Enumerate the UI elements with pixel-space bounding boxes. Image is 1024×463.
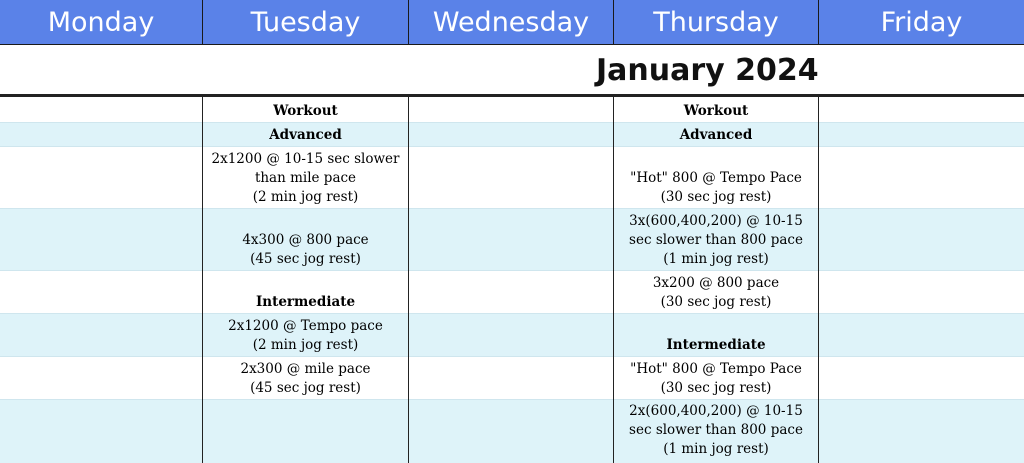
row-divider xyxy=(0,146,1024,147)
thursday-advanced-heading[interactable]: Advanced xyxy=(679,127,753,143)
header-friday: Friday xyxy=(819,0,1024,45)
header-tuesday: Tuesday xyxy=(203,0,409,45)
column-divider xyxy=(408,97,409,463)
row-band xyxy=(0,208,1024,270)
header-thursday: Thursday xyxy=(614,0,819,45)
title-divider xyxy=(0,94,1024,97)
column-divider xyxy=(818,97,819,463)
thursday-advanced-set-1[interactable]: "Hot" 800 @ Tempo Pace (30 sec jog rest) xyxy=(630,170,802,205)
thursday-intermediate-heading[interactable]: Intermediate xyxy=(666,337,766,353)
tuesday-intermediate-set-1[interactable]: 2x1200 @ Tempo pace (2 min jog rest) xyxy=(228,318,383,353)
row-divider xyxy=(0,270,1024,271)
header-monday: Monday xyxy=(0,0,203,45)
tuesday-intermediate-set-2[interactable]: 2x300 @ mile pace (45 sec jog rest) xyxy=(240,361,371,396)
row-divider xyxy=(0,313,1024,314)
row-band xyxy=(0,313,1024,356)
row-divider xyxy=(0,122,1024,123)
row-band xyxy=(0,122,1024,146)
tuesday-workout-heading[interactable]: Workout xyxy=(273,103,338,119)
month-title: January 2024 xyxy=(596,53,819,88)
header-wednesday: Wednesday xyxy=(409,0,614,45)
tuesday-intermediate-heading[interactable]: Intermediate xyxy=(255,294,356,310)
thursday-intermediate-set-1[interactable]: "Hot" 800 @ Tempo Pace (30 sec jog rest) xyxy=(630,361,802,396)
thursday-workout-heading[interactable]: Workout xyxy=(683,103,749,119)
tuesday-advanced-heading[interactable]: Advanced xyxy=(269,127,342,143)
row-divider xyxy=(0,399,1024,400)
row-divider xyxy=(0,208,1024,209)
weekday-header xyxy=(0,0,1024,45)
row-divider xyxy=(0,356,1024,357)
thursday-advanced-set-3[interactable]: 3x200 @ 800 pace (30 sec jog rest) xyxy=(652,275,780,310)
tuesday-advanced-set-1[interactable]: 2x1200 @ 10-15 sec slower than mile pace (2 min jog rest) xyxy=(211,151,400,205)
thursday-intermediate-set-2[interactable]: 2x(600,400,200) @ 10-15 sec slower than 800 pace (1 min jog rest) xyxy=(629,403,803,457)
thursday-advanced-set-2[interactable]: 3x(600,400,200) @ 10-15 sec slower than 800 pace (1 min jog rest) xyxy=(629,213,803,267)
row-band xyxy=(0,399,1024,463)
tuesday-advanced-set-2[interactable]: 4x300 @ 800 pace (45 sec jog rest) xyxy=(242,232,369,267)
